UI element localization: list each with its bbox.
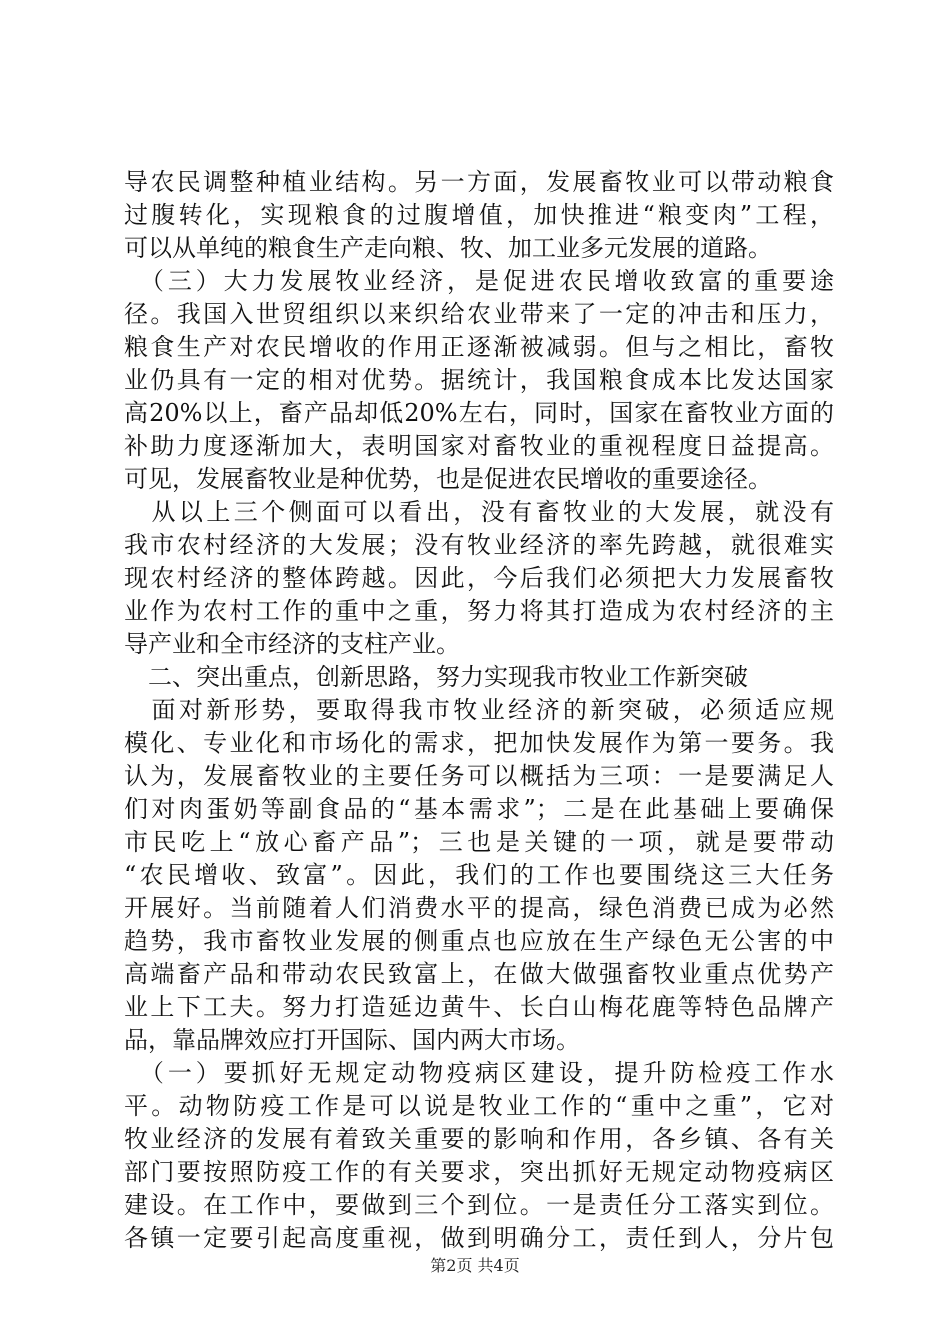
text-line: 现农村经济的整体跨越。因此，今后我们必须把大力发展畜牧: [124, 564, 834, 592]
text-line: 高端畜产品和带动农民致富上，在做大做强畜牧业重点优势产: [124, 960, 834, 988]
text-line: 高20%以上，畜产品却低20%左右，同时，国家在畜牧业方面的: [124, 399, 834, 427]
document-body: [124, 166, 834, 1255]
text-line: 各镇一定要引起高度重视，做到明确分工，责任到人，分片包: [124, 1224, 834, 1252]
text-line: 粮食生产对农民增收的作用正逐渐被减弱。但与之相比，畜牧: [124, 333, 834, 361]
text-line: 建设。在工作中，要做到三个到位。一是责任分工落实到位。: [124, 1191, 834, 1219]
text-line: 过腹转化，实现粮食的过腹增值，加快推进“粮变肉”工程，: [124, 201, 834, 229]
text-line: 们对肉蛋奶等副食品的“基本需求”；二是在此基础上要确保: [124, 795, 834, 823]
text-line: 从以上三个侧面可以看出，没有畜牧业的大发展，就没有: [124, 498, 834, 526]
text-line: 导农民调整种植业结构。另一方面，发展畜牧业可以带动粮食: [124, 168, 834, 196]
text-line: 导产业和全市经济的支柱产业。: [124, 630, 460, 658]
text-line: 我市农村经济的大发展；没有牧业经济的率先跨越，就很难实: [124, 531, 834, 559]
text-line: （三）大力发展牧业经济，是促进农民增收致富的重要途: [124, 267, 834, 295]
text-line: 面对新形势，要取得我市牧业经济的新突破，必须适应规: [124, 696, 834, 724]
text-line: 趋势，我市畜牧业发展的侧重点也应放在生产绿色无公害的中: [124, 927, 834, 955]
text-line: （一）要抓好无规定动物疫病区建设，提升防检疫工作水: [124, 1059, 834, 1087]
text-line: 可以从单纯的粮食生产走向粮、牧、加工业多元发展的道路。: [124, 234, 772, 262]
text-line: 二、突出重点，创新思路，努力实现我市牧业工作新突破: [124, 663, 748, 691]
text-line: 开展好。当前随着人们消费水平的提高，绿色消费已成为必然: [124, 894, 834, 922]
text-line: 模化、专业化和市场化的需求，把加快发展作为第一要务。我: [124, 729, 834, 757]
text-line: 牧业经济的发展有着致关重要的影响和作用，各乡镇、各有关: [124, 1125, 834, 1153]
text-line: 业仍具有一定的相对优势。据统计，我国粮食成本比发达国家: [124, 366, 834, 394]
text-line: 业上下工夫。努力打造延边黄牛、长白山梅花鹿等特色品牌产: [124, 993, 834, 1021]
text-line: 平。动物防疫工作是可以说是牧业工作的“重中之重”，它对: [124, 1092, 834, 1120]
text-line: 可见，发展畜牧业是种优势，也是促进农民增收的重要途径。: [124, 465, 772, 493]
page-footer: 第2页 共4页: [430, 1256, 520, 1275]
text-line: 径。我国入世贸组织以来织给农业带来了一定的冲击和压力，: [124, 300, 834, 328]
text-line: 部门要按照防疫工作的有关要求，突出抓好无规定动物疫病区: [124, 1158, 834, 1186]
text-line: 品，靠品牌效应打开国际、国内两大市场。: [124, 1026, 580, 1054]
text-line: “农民增收、致富”。因此，我们的工作也要围绕这三大任务: [124, 861, 834, 889]
text-line: 认为，发展畜牧业的主要任务可以概括为三项：一是要满足人: [124, 762, 834, 790]
text-line: 业作为农村工作的重中之重，努力将其打造成为农村经济的主: [124, 597, 834, 625]
text-line: 市民吃上“放心畜产品”；三也是关键的一项，就是要带动: [124, 828, 834, 856]
text-line: 补助力度逐渐加大，表明国家对畜牧业的重视程度日益提高。: [124, 432, 834, 460]
